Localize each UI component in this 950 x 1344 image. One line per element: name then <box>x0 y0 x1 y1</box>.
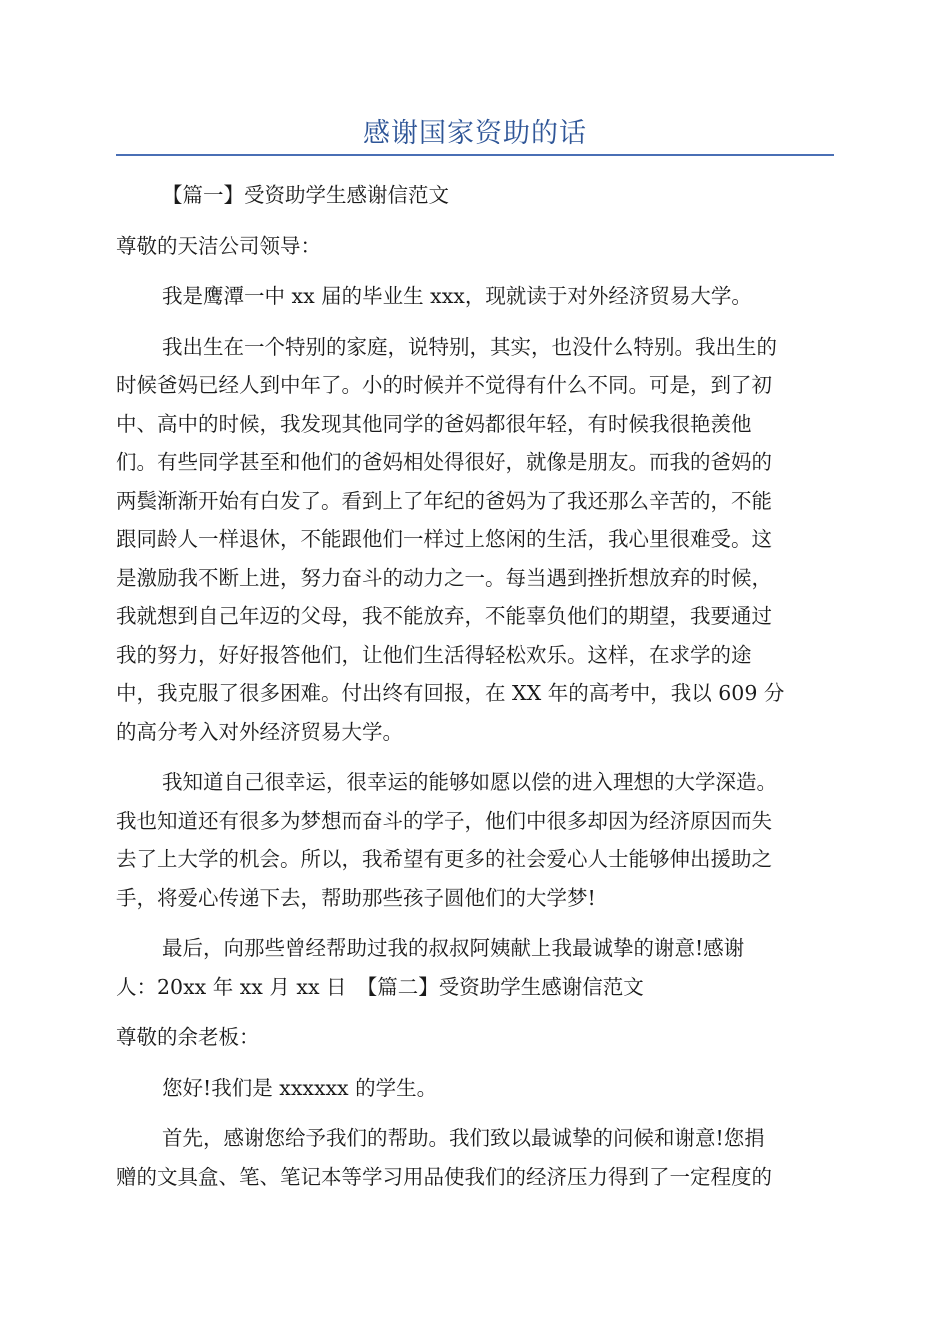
text-line: 我的努力，好好报答他们，让他们生活得轻松欢乐。这样，在求学的途 <box>116 642 752 667</box>
text-line: 您好!我们是 xxxxxx 的学生。 <box>162 1075 438 1100</box>
text-line: 人：20xx 年 xx 月 xx 日 【篇二】受资助学生感谢信范文 <box>116 974 644 999</box>
text-line: 【篇一】受资助学生感谢信范文 <box>162 183 449 207</box>
paragraph <box>116 929 836 1006</box>
paragraph <box>116 277 836 316</box>
text-line: 手，将爱心传递下去，帮助那些孩子圆他们的大学梦! <box>116 885 596 910</box>
text-line: 我是鹰潭一中 xx 届的毕业生 xxx，现就读于对外经济贸易大学。 <box>162 284 752 308</box>
text-line: 我也知道还有很多为梦想而奋斗的学子，他们中很多却因为经济原因而失 <box>116 808 772 833</box>
text-line: 尊敬的余老板： <box>116 1025 260 1049</box>
text-line: 时候爸妈已经人到中年了。小的时候并不觉得有什么不同。可是，到了初 <box>116 373 772 397</box>
document-title: 感谢国家资助的话 <box>363 118 587 149</box>
document-body <box>116 176 836 1208</box>
text-line: 尊敬的天洁公司领导： <box>116 233 321 258</box>
text-line: 是激励我不断上进，努力奋斗的动力之一。每当遇到挫折想放弃的时候， <box>116 565 772 590</box>
text-line: 两鬓渐渐开始有白发了。看到上了年纪的爸妈为了我还那么辛苦的，不能 <box>116 488 772 513</box>
title-underline <box>116 154 834 156</box>
text-line: 我就想到自己年迈的父母，我不能放弃，不能辜负他们的期望，我要通过 <box>116 604 772 628</box>
text-line: 去了上大学的机会。所以，我希望有更多的社会爱心人士能够伸出援助之 <box>116 847 772 871</box>
paragraph <box>116 763 836 917</box>
paragraph <box>116 176 836 215</box>
paragraph <box>116 227 836 266</box>
text-line: 们。有些同学甚至和他们的爸妈相处得很好，就像是朋友。而我的爸妈的 <box>116 450 772 474</box>
text-line: 中、高中的时候，我发现其他同学的爸妈都很年轻，有时候我很艳羡他 <box>116 411 752 436</box>
text-line: 最后，向那些曾经帮助过我的叔叔阿姨献上我最诚挚的谢意!感谢 <box>162 936 745 960</box>
text-line: 赠的文具盒、笔、笔记本等学习用品使我们的经济压力得到了一定程度的 <box>116 1164 772 1189</box>
paragraph <box>116 1018 836 1057</box>
text-line: 跟同龄人一样退休，不能跟他们一样过上悠闲的生活，我心里很难受。这 <box>116 527 772 551</box>
text-line: 中，我克服了很多困难。付出终有回报，在 XX 年的高考中，我以 609 分 <box>116 681 785 705</box>
paragraph <box>116 328 836 752</box>
text-line: 我出生在一个特别的家庭，说特别，其实，也没什么特别。我出生的 <box>162 334 777 359</box>
paragraph <box>116 1119 836 1196</box>
text-line: 我知道自己很幸运，很幸运的能够如愿以偿的进入理想的大学深造。 <box>162 770 777 794</box>
text-line: 的高分考入对外经济贸易大学。 <box>116 719 403 744</box>
text-line: 首先，感谢您给予我们的帮助。我们致以最诚挚的问候和谢意!您捐 <box>162 1126 765 1150</box>
paragraph <box>116 1069 836 1108</box>
